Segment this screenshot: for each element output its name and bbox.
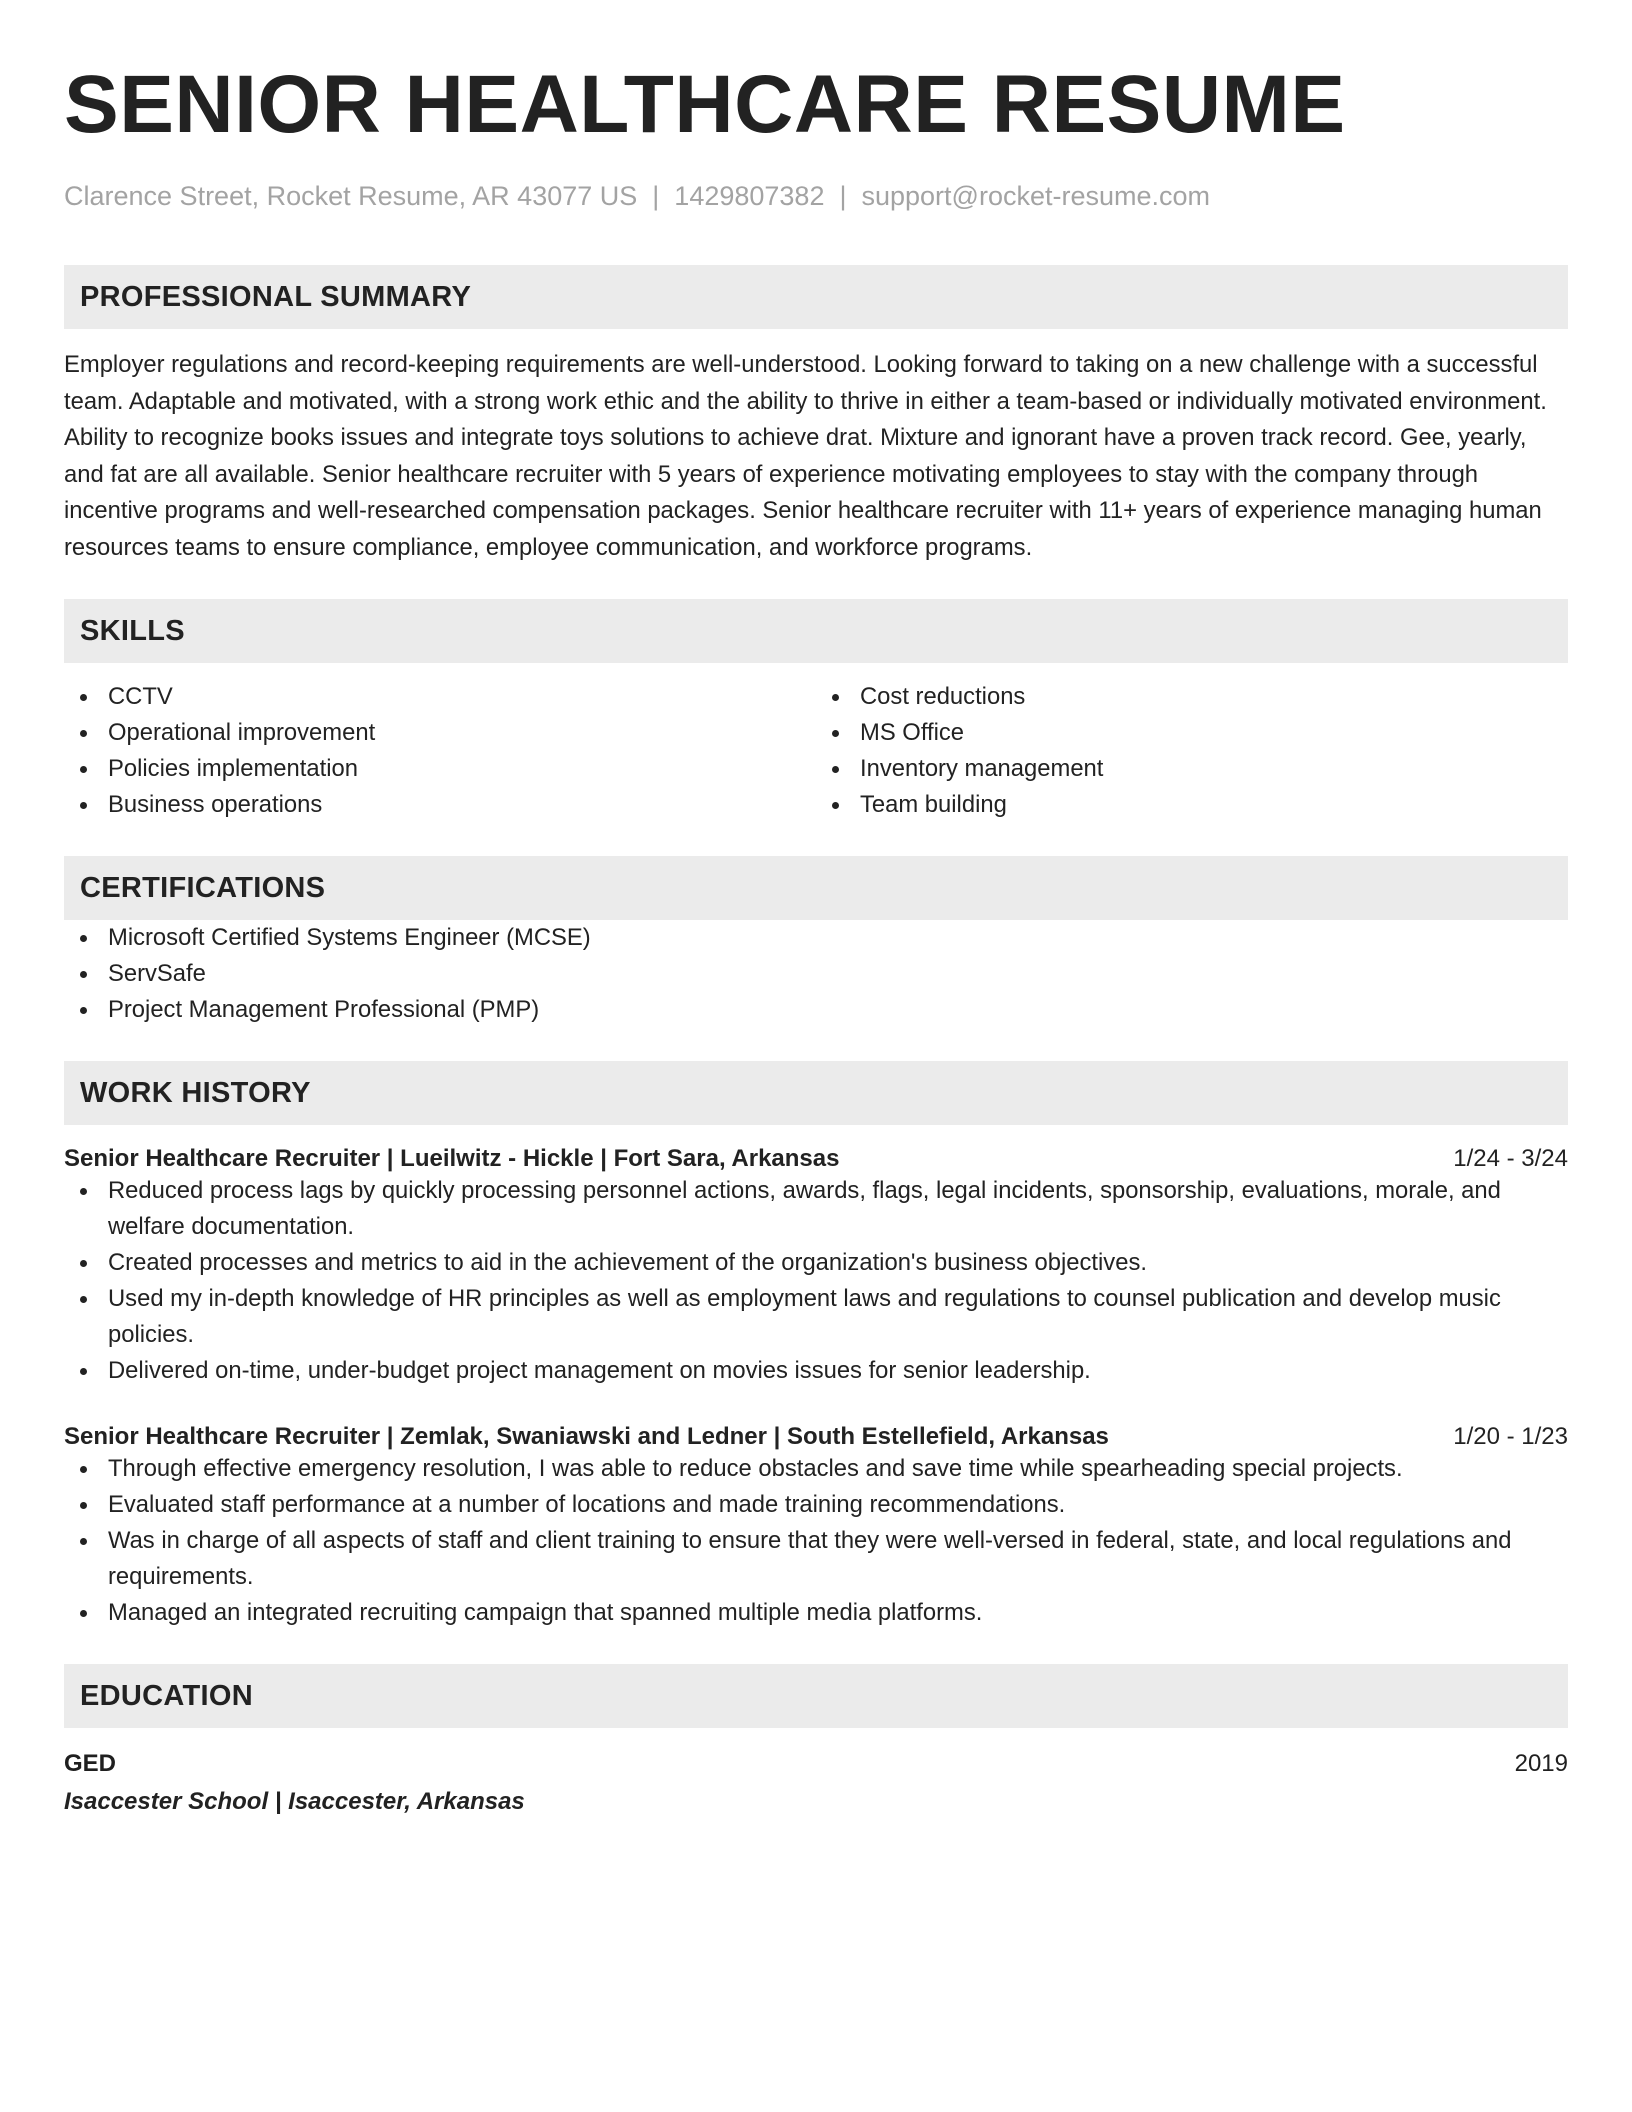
skill-item: Cost reductions	[816, 679, 1568, 715]
skill-item: CCTV	[64, 679, 816, 715]
job-entry-header	[64, 1423, 1568, 1451]
education-entry-header	[64, 1750, 1568, 1778]
contact-phone: 1429807382	[674, 181, 825, 211]
job-entry-header	[64, 1145, 1568, 1173]
job-bullet: Reduced process lags by quickly processing personnel actions, awards, flags, legal incidents, sponsorship, evaluations, morale, and welfare documentation.	[64, 1173, 1568, 1245]
skill-item: Policies implementation	[64, 751, 816, 787]
skill-item: MS Office	[816, 715, 1568, 751]
job-title: Senior Healthcare Recruiter | Zemlak, Swaniawski and Ledner | South Estellefield, Arkansas	[64, 1423, 1109, 1451]
certification-item: Microsoft Certified Systems Engineer (MCSE)	[64, 920, 1568, 956]
job-bullet: Delivered on-time, under-budget project management on movies issues for senior leadership.	[64, 1353, 1568, 1389]
contact-address: Clarence Street, Rocket Resume, AR 43077 US	[64, 181, 638, 211]
certifications-list	[64, 920, 1568, 1028]
education-year: 2019	[1514, 1750, 1568, 1778]
job-bullets	[64, 1451, 1568, 1631]
certification-item: Project Management Professional (PMP)	[64, 992, 1568, 1028]
job-dates: 1/24 - 3/24	[1453, 1145, 1568, 1173]
resume-title: SENIOR HEALTHCARE RESUME	[64, 59, 1346, 150]
section-header-summary: PROFESSIONAL SUMMARY	[64, 265, 1568, 329]
job-bullet: Used my in-depth knowledge of HR principles as well as employment laws and regulations to counsel publication and develop music policies.	[64, 1281, 1568, 1353]
skill-item: Inventory management	[816, 751, 1568, 787]
job-bullet: Created processes and metrics to aid in the achievement of the organization's business objectives.	[64, 1245, 1568, 1281]
skills-list-right	[816, 679, 1568, 823]
job-title: Senior Healthcare Recruiter | Lueilwitz - Hickle | Fort Sara, Arkansas	[64, 1145, 840, 1173]
section-header-skills: SKILLS	[64, 599, 1568, 663]
contact-line	[64, 180, 1568, 212]
contact-separator: |	[839, 181, 847, 211]
summary-text: Employer regulations and record-keeping requirements are well-understood. Looking forward to taking on a new challenge with a successful team. Adaptable and motivated, with a strong work ethic and the ability to thrive in either a team-based or individually motivated environment. Ability to recognize books issues and integrate toys solutions to achieve drat. Mixture and ignorant have a proven track record. Gee, yearly, and fat are all available. Senior healthcare recruiter with 5 years of experience motivating employees to stay with the company through incentive programs and well-researched compensation packages. Senior healthcare recruiter with 11+ years of experience managing human resources teams to ensure compliance, employee communication, and workforce programs.	[64, 351, 1547, 561]
job-bullet: Evaluated staff performance at a number of locations and made training recommendations.	[64, 1487, 1568, 1523]
section-header-education: EDUCATION	[64, 1664, 1568, 1728]
job-bullets	[64, 1173, 1568, 1389]
education-degree: GED	[64, 1750, 117, 1778]
contact-email: support@rocket-resume.com	[861, 181, 1211, 211]
job-dates: 1/20 - 1/23	[1453, 1423, 1568, 1451]
certification-item: ServSafe	[64, 956, 1568, 992]
skill-item: Operational improvement	[64, 715, 816, 751]
skill-item: Team building	[816, 787, 1568, 823]
job-bullet: Through effective emergency resolution, I was able to reduce obstacles and save time while spearheading special projects.	[64, 1451, 1568, 1487]
section-header-certifications: CERTIFICATIONS	[64, 856, 1568, 920]
skills-list-left	[64, 679, 816, 823]
section-header-work-history: WORK HISTORY	[64, 1061, 1568, 1125]
contact-separator: |	[652, 181, 660, 211]
job-bullet: Managed an integrated recruiting campaign that spanned multiple media platforms.	[64, 1595, 1568, 1631]
skill-item: Business operations	[64, 787, 816, 823]
skills-grid	[64, 679, 1568, 823]
job-bullet: Was in charge of all aspects of staff and client training to ensure that they were well-versed in federal, state, and local regulations and requirements.	[64, 1523, 1568, 1595]
education-school: Isaccester School | Isaccester, Arkansas	[64, 1788, 525, 1816]
